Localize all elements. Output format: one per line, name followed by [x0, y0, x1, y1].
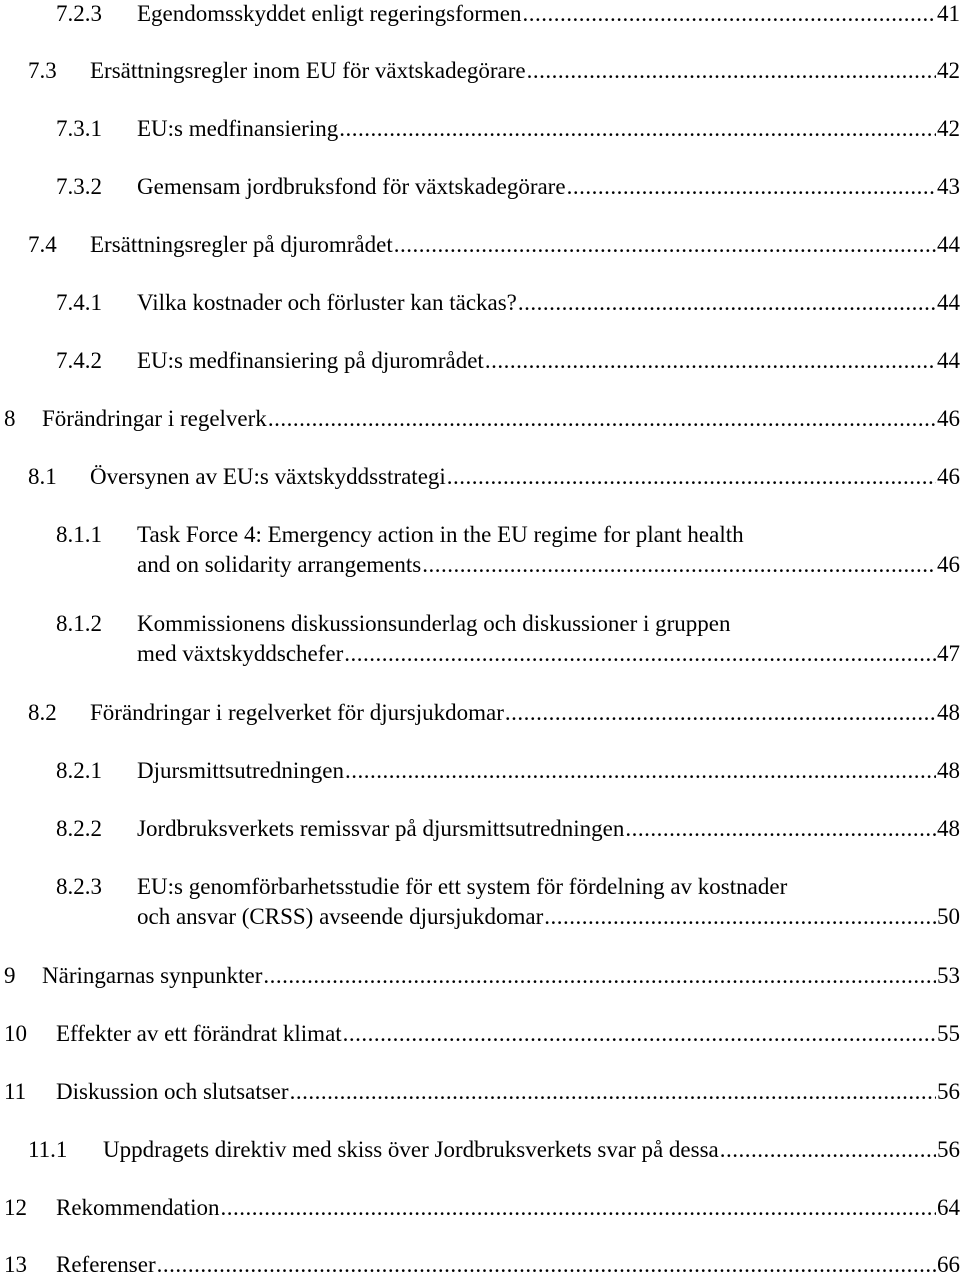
toc-entry-page: 55	[937, 1021, 960, 1046]
toc-entry[interactable]	[0, 520, 960, 580]
toc-entry-number: 9	[4, 963, 16, 988]
toc-leader-dots	[263, 961, 936, 991]
toc-leader-dots	[343, 1019, 936, 1049]
toc-entry-number: 7.4.2	[56, 348, 102, 373]
toc-entry-page: 44	[937, 348, 960, 373]
toc-entry-number: 13	[4, 1252, 27, 1277]
toc-entry-page: 43	[937, 174, 960, 199]
toc-leader-dots	[221, 1193, 936, 1223]
toc-entry-page: 56	[937, 1137, 960, 1162]
toc-entry-title: Översynen av EU:s växtskyddsstrategi	[90, 464, 446, 489]
toc-leader-dots	[567, 172, 936, 202]
toc-entry-number: 8.2.3	[56, 874, 102, 899]
toc-entry-page: 44	[937, 232, 960, 257]
toc-entry-title: Näringarnas synpunkter	[42, 963, 263, 988]
toc-entry-page: 53	[937, 963, 960, 988]
toc-entry-title: EU:s medfinansiering på djurområdet	[137, 348, 484, 373]
toc-entry-page: 48	[937, 758, 960, 783]
toc-entry-title: Uppdragets direktiv med skiss över Jordbruksverkets svar på dessa	[103, 1137, 719, 1162]
toc-entry-title-line1: EU:s genomförbarhetsstudie för ett system för fördelning av kostnader	[137, 874, 788, 899]
toc-entry-page: 42	[937, 58, 960, 83]
toc-entry-title: med växtskyddschefer	[137, 641, 344, 666]
toc-entry-title: Effekter av ett förändrat klimat	[56, 1021, 342, 1046]
toc-entry-title: Diskussion och slutsatser	[56, 1079, 289, 1104]
toc-leader-dots	[268, 404, 936, 434]
toc-entry-title: Rekommendation	[56, 1195, 220, 1220]
toc-entry-page: 44	[937, 290, 960, 315]
toc-leader-dots	[523, 0, 936, 29]
toc-entry-title-line1: Task Force 4: Emergency action in the EU regime for plant health	[137, 522, 744, 547]
toc-entry-page: 41	[937, 1, 960, 26]
toc-entry-title: Förändringar i regelverket för djursjukdomar	[90, 700, 504, 725]
toc-leader-dots	[339, 114, 936, 144]
toc-entry[interactable]	[0, 609, 960, 669]
toc-entry-number: 12	[4, 1195, 27, 1220]
toc-leader-dots	[344, 639, 936, 669]
toc-leader-dots	[505, 698, 936, 728]
toc-entry-number: 10	[4, 1021, 27, 1046]
toc-entry-number: 8.2.1	[56, 758, 102, 783]
toc-leader-dots	[485, 346, 936, 376]
toc-entry-page: 46	[937, 552, 960, 577]
toc-entry-page: 66	[937, 1252, 960, 1277]
toc-leader-dots	[422, 550, 936, 580]
toc-entry-title: Förändringar i regelverk	[42, 406, 267, 431]
toc-entry-page: 48	[937, 816, 960, 841]
toc-entry-number: 8.1	[28, 464, 57, 489]
toc-entry-number: 8.2	[28, 700, 57, 725]
toc-entry-page: 42	[937, 116, 960, 141]
toc-leader-dots	[527, 56, 936, 86]
toc-leader-dots	[290, 1077, 936, 1107]
toc-entry-page: 50	[937, 904, 960, 929]
toc-entry-title: Vilka kostnader och förluster kan täckas?	[137, 290, 517, 315]
toc-entry-number: 7.3.1	[56, 116, 102, 141]
toc-entry-page: 47	[937, 641, 960, 666]
toc-entry-title: Referenser	[56, 1252, 156, 1277]
toc-entry-title: Gemensam jordbruksfond för växtskadegörare	[137, 174, 566, 199]
toc-entry-number: 7.4	[28, 232, 57, 257]
toc-entry-title: EU:s medfinansiering	[137, 116, 339, 141]
toc-leader-dots	[157, 1250, 936, 1280]
toc-entry-number: 7.3	[28, 58, 57, 83]
toc-entry-page: 48	[937, 700, 960, 725]
toc-entry-page: 56	[937, 1079, 960, 1104]
toc-entry-title: Djursmittsutredningen	[137, 758, 344, 783]
toc-leader-dots	[447, 462, 936, 492]
toc-entry-number: 7.4.1	[56, 290, 102, 315]
toc-leader-dots	[345, 756, 936, 786]
toc-entry-number: 7.2.3	[56, 1, 102, 26]
toc-entry-page: 46	[937, 406, 960, 431]
toc-entry[interactable]	[0, 872, 960, 932]
toc-entry-page: 46	[937, 464, 960, 489]
toc-leader-dots	[625, 814, 936, 844]
toc-entry-number: 8.1.1	[56, 522, 102, 547]
toc-entry-title: Jordbruksverkets remissvar på djursmittsutredningen	[137, 816, 625, 841]
toc-entry-number: 7.3.2	[56, 174, 102, 199]
toc-entry-title-line1: Kommissionens diskussionsunderlag och diskussioner i gruppen	[137, 611, 731, 636]
toc-entry-title: och ansvar (CRSS) avseende djursjukdomar	[137, 904, 544, 929]
toc-entry-page: 64	[937, 1195, 960, 1220]
toc-entry-title: Egendomsskyddet enligt regeringsformen	[137, 1, 522, 26]
toc-entry-number: 8.1.2	[56, 611, 102, 636]
toc-leader-dots	[394, 230, 936, 260]
toc-entry-number: 11	[4, 1079, 27, 1104]
toc-entry-title: and on solidarity arrangements	[137, 552, 422, 577]
toc-leader-dots	[518, 288, 936, 318]
toc-leader-dots	[544, 902, 936, 932]
toc-entry-title: Ersättningsregler på djurområdet	[90, 232, 393, 257]
toc-entry-title: Ersättningsregler inom EU för växtskadegörare	[90, 58, 526, 83]
toc-entry-number: 11.1	[28, 1137, 68, 1162]
toc-leader-dots	[720, 1135, 936, 1165]
toc-entry-number: 8.2.2	[56, 816, 102, 841]
toc-entry-number: 8	[4, 406, 16, 431]
